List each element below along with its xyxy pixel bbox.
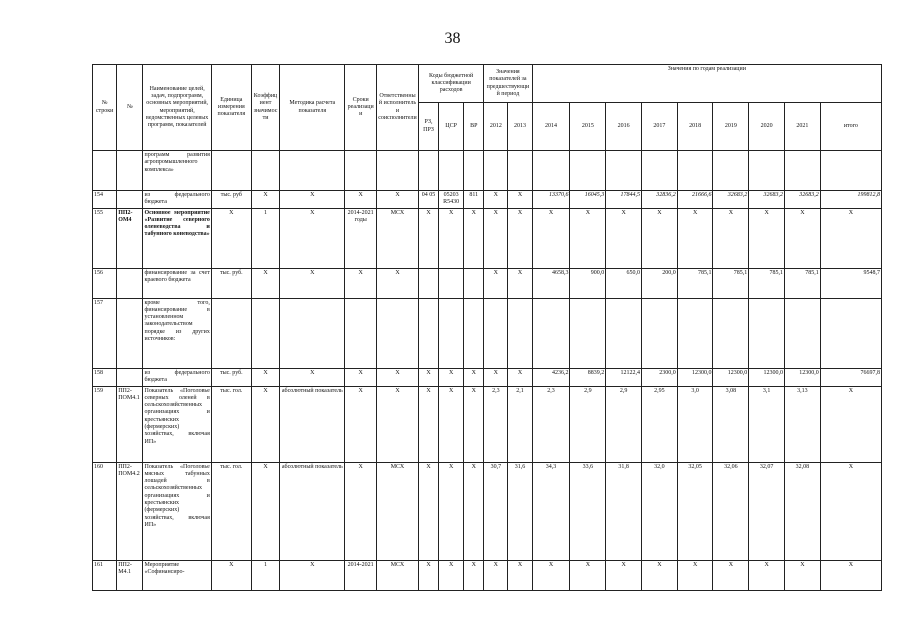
header-coefficient: Коэффициент значимости bbox=[251, 65, 279, 151]
header-2013: 2013 bbox=[508, 103, 532, 151]
row-vr: X bbox=[464, 368, 484, 386]
row-2013: X bbox=[508, 191, 532, 209]
header-2018: 2018 bbox=[677, 103, 713, 151]
row-unit: тыс. руб. bbox=[211, 268, 251, 298]
row-2015: 2,9 bbox=[570, 386, 606, 462]
table-row bbox=[93, 298, 882, 368]
row-code: ПП2-ПОМ4.1 bbox=[117, 386, 143, 462]
row-2019: 3,08 bbox=[713, 386, 749, 462]
row-2019: 12300,0 bbox=[713, 368, 749, 386]
row-rz bbox=[419, 268, 439, 298]
row-rz: X bbox=[419, 208, 439, 268]
row-coef: X bbox=[251, 462, 279, 560]
row-rz: X bbox=[419, 386, 439, 462]
header-method: Методика расчета показателя bbox=[280, 65, 345, 151]
row-2018: X bbox=[677, 208, 713, 268]
table-row bbox=[93, 191, 882, 209]
row-csr bbox=[439, 268, 464, 298]
row-2018: 12300,0 bbox=[677, 368, 713, 386]
row-2018: 21666,6 bbox=[677, 191, 713, 209]
header-term: Сроки реализации bbox=[345, 65, 377, 151]
row-2020: 32,07 bbox=[749, 462, 785, 560]
row-name: финансирование за счет краевого бюджета bbox=[143, 268, 211, 298]
row-term: 2014-2021 bbox=[345, 560, 377, 590]
header-csr: ЦСР bbox=[439, 103, 464, 151]
row-2014: 13370,6 bbox=[532, 191, 570, 209]
row-method: X bbox=[280, 560, 345, 590]
row-2020: X bbox=[749, 208, 785, 268]
row-unit: тыс. руб. bbox=[211, 368, 251, 386]
row-2012: 2,3 bbox=[484, 386, 508, 462]
row-total: 9548,7 bbox=[820, 268, 881, 298]
row-term: 2014-2021 годы bbox=[345, 208, 377, 268]
row-2021: X bbox=[784, 208, 820, 268]
row-2013: 31,6 bbox=[508, 462, 532, 560]
row-2017: 2,95 bbox=[641, 386, 677, 462]
row-2016: 2,9 bbox=[606, 386, 642, 462]
row-term: X bbox=[345, 386, 377, 462]
row-csr: X bbox=[439, 462, 464, 560]
page-number: 38 bbox=[444, 30, 461, 47]
row-2016: 17844,5 bbox=[606, 191, 642, 209]
row-unit: тыс. гол. bbox=[211, 386, 251, 462]
row-resp: X bbox=[376, 368, 418, 386]
table-row bbox=[93, 386, 882, 462]
table-row bbox=[93, 151, 882, 191]
row-name: Показатель «Поголовье мясных табунных лошадей в сельскохозяйственных организациях и крестьянских (фермерских) хозяйствах, включая ИП» bbox=[143, 462, 211, 560]
row-2012: X bbox=[484, 268, 508, 298]
header-row-no: № строки bbox=[93, 65, 117, 151]
row-2016: 650,0 bbox=[606, 268, 642, 298]
row-resp: МСХ bbox=[376, 462, 418, 560]
row-2012: X bbox=[484, 560, 508, 590]
row-2013: X bbox=[508, 208, 532, 268]
row-name: программ развития агропромышленного комплекса» bbox=[143, 151, 211, 191]
row-2013: X bbox=[508, 268, 532, 298]
row-name: кроме того, финансирование в установленном законодательством порядке из других источников: bbox=[143, 298, 211, 368]
row-2014: 34,3 bbox=[532, 462, 570, 560]
row-unit: тыс. гол. bbox=[211, 462, 251, 560]
row-2018: X bbox=[677, 560, 713, 590]
row-2017: 200,0 bbox=[641, 268, 677, 298]
row-vr: X bbox=[464, 386, 484, 462]
row-name: из федерального бюджета bbox=[143, 368, 211, 386]
row-2017: X bbox=[641, 560, 677, 590]
row-csr: X bbox=[439, 386, 464, 462]
row-method: абсолютный показатель bbox=[280, 462, 345, 560]
header-row-1 bbox=[93, 65, 882, 103]
row-2015: 900,0 bbox=[570, 268, 606, 298]
row-2015: X bbox=[570, 208, 606, 268]
header-budget-codes: Коды бюджетной классификации расходов bbox=[419, 65, 484, 103]
row-number: 160 bbox=[93, 462, 117, 560]
row-2015: 8839,2 bbox=[570, 368, 606, 386]
row-vr bbox=[464, 268, 484, 298]
header-2015: 2015 bbox=[570, 103, 606, 151]
row-2017: X bbox=[641, 208, 677, 268]
row-2013: X bbox=[508, 560, 532, 590]
row-2017: 32836,2 bbox=[641, 191, 677, 209]
row-unit: тыс. руб bbox=[211, 191, 251, 209]
row-code: ПП2-М4.1 bbox=[117, 560, 143, 590]
table-row bbox=[93, 560, 882, 590]
row-2021: 785,1 bbox=[784, 268, 820, 298]
row-2020: 785,1 bbox=[749, 268, 785, 298]
table-row bbox=[93, 368, 882, 386]
row-resp: X bbox=[376, 268, 418, 298]
row-2014: 2,3 bbox=[532, 386, 570, 462]
row-total: X bbox=[820, 208, 881, 268]
table-row bbox=[93, 268, 882, 298]
header-year-values: Значения по годам реализации bbox=[532, 65, 881, 103]
row-2021: 32683,2 bbox=[784, 191, 820, 209]
row-number: 156 bbox=[93, 268, 117, 298]
row-2016: 12122,4 bbox=[606, 368, 642, 386]
row-term: X bbox=[345, 368, 377, 386]
row-unit: X bbox=[211, 208, 251, 268]
row-code bbox=[117, 191, 143, 209]
row-method: абсолютный показатель bbox=[280, 386, 345, 462]
row-2015: 16045,3 bbox=[570, 191, 606, 209]
header-responsible: Ответственный исполнитель и соисполнители bbox=[376, 65, 418, 151]
row-2019: 32,06 bbox=[713, 462, 749, 560]
row-2013: X bbox=[508, 368, 532, 386]
row-2016: X bbox=[606, 560, 642, 590]
row-coef: X bbox=[251, 386, 279, 462]
row-method: X bbox=[280, 268, 345, 298]
row-coef: 1 bbox=[251, 560, 279, 590]
header-unit: Единица измерения показателя bbox=[211, 65, 251, 151]
row-total: 76697,8 bbox=[820, 368, 881, 386]
row-total: X bbox=[820, 462, 881, 560]
row-csr: X bbox=[439, 560, 464, 590]
row-method: X bbox=[280, 208, 345, 268]
row-2012: X bbox=[484, 191, 508, 209]
row-name: Мероприятие «Софинансиро- bbox=[143, 560, 211, 590]
row-2020: 3,1 bbox=[749, 386, 785, 462]
header-prev-values: Значения показателей за предшествующий период bbox=[484, 65, 532, 103]
header-2017: 2017 bbox=[641, 103, 677, 151]
row-2013: 2,1 bbox=[508, 386, 532, 462]
row-rz: X bbox=[419, 560, 439, 590]
row-coef: 1 bbox=[251, 208, 279, 268]
header-2019: 2019 bbox=[713, 103, 749, 151]
row-term: X bbox=[345, 268, 377, 298]
row-total: 199812,8 bbox=[820, 191, 881, 209]
row-2014: 4658,3 bbox=[532, 268, 570, 298]
row-total: X bbox=[820, 560, 881, 590]
table-row bbox=[93, 208, 882, 268]
row-coef: X bbox=[251, 268, 279, 298]
row-resp: МСХ bbox=[376, 560, 418, 590]
table-row bbox=[93, 462, 882, 560]
row-2019: X bbox=[713, 560, 749, 590]
row-2012: X bbox=[484, 368, 508, 386]
row-number: 155 bbox=[93, 208, 117, 268]
row-2014: X bbox=[532, 208, 570, 268]
row-2014: 4236,2 bbox=[532, 368, 570, 386]
row-number: 154 bbox=[93, 191, 117, 209]
row-coef: X bbox=[251, 368, 279, 386]
row-2014: X bbox=[532, 560, 570, 590]
header-2014: 2014 bbox=[532, 103, 570, 151]
header-total: итого bbox=[820, 103, 881, 151]
row-rz: 04 05 bbox=[419, 191, 439, 209]
row-coef: X bbox=[251, 191, 279, 209]
row-unit: X bbox=[211, 560, 251, 590]
row-2017: 32,0 bbox=[641, 462, 677, 560]
row-2020: 32683,2 bbox=[749, 191, 785, 209]
row-2016: X bbox=[606, 208, 642, 268]
row-number: 158 bbox=[93, 368, 117, 386]
header-name: Наименование целей, задач, подпрограмм, основных мероприятий, мероприятий, ведомственных целевых программ, показателей bbox=[143, 65, 211, 151]
header-2021: 2021 bbox=[784, 103, 820, 151]
row-2018: 32,05 bbox=[677, 462, 713, 560]
header-2020: 2020 bbox=[749, 103, 785, 151]
program-indicators-table bbox=[92, 64, 882, 591]
row-2017: 2300,0 bbox=[641, 368, 677, 386]
row-2020: 12300,0 bbox=[749, 368, 785, 386]
header-rz: РЗ, ПРЗ bbox=[419, 103, 439, 151]
row-2012: X bbox=[484, 208, 508, 268]
row-2018: 785,1 bbox=[677, 268, 713, 298]
row-2019: 785,1 bbox=[713, 268, 749, 298]
row-total: X bbox=[820, 386, 881, 462]
row-code: ПП2-ОМ4 bbox=[117, 208, 143, 268]
row-csr: X bbox=[439, 368, 464, 386]
header-vr: ВР bbox=[464, 103, 484, 151]
row-csr: X bbox=[439, 208, 464, 268]
row-rz: X bbox=[419, 462, 439, 560]
row-number: 157 bbox=[93, 298, 117, 368]
header-2012: 2012 bbox=[484, 103, 508, 151]
row-2021: 3,13 bbox=[784, 386, 820, 462]
row-csr: 05203 R5430 bbox=[439, 191, 464, 209]
header-code: № bbox=[117, 65, 143, 151]
row-resp: X bbox=[376, 191, 418, 209]
row-code: ПП2-ПОМ4.2 bbox=[117, 462, 143, 560]
row-name: Основное мероприятие «Развитие северного оленеводства и табунного коневодства» bbox=[143, 208, 211, 268]
row-2019: 32683,2 bbox=[713, 191, 749, 209]
header-2016: 2016 bbox=[606, 103, 642, 151]
row-number: 161 bbox=[93, 560, 117, 590]
row-method: X bbox=[280, 368, 345, 386]
row-vr: 811 bbox=[464, 191, 484, 209]
row-2016: 31,8 bbox=[606, 462, 642, 560]
row-2020: X bbox=[749, 560, 785, 590]
row-2019: X bbox=[713, 208, 749, 268]
row-code bbox=[117, 368, 143, 386]
row-method: X bbox=[280, 191, 345, 209]
row-2021: 12300,0 bbox=[784, 368, 820, 386]
row-code bbox=[117, 268, 143, 298]
row-term: X bbox=[345, 191, 377, 209]
row-vr: X bbox=[464, 208, 484, 268]
row-resp: X bbox=[376, 386, 418, 462]
row-name: из федерального бюджета bbox=[143, 191, 211, 209]
row-vr: X bbox=[464, 560, 484, 590]
row-2021: X bbox=[784, 560, 820, 590]
row-2012: 30,7 bbox=[484, 462, 508, 560]
row-2018: 3,0 bbox=[677, 386, 713, 462]
row-2015: 33,6 bbox=[570, 462, 606, 560]
row-2015: X bbox=[570, 560, 606, 590]
row-number: 159 bbox=[93, 386, 117, 462]
row-name: Показатель «Поголовье северных оленей в сельскохозяйственных организациях и крестьянских (фермерских) хозяйствах, включая ИП» bbox=[143, 386, 211, 462]
row-vr: X bbox=[464, 462, 484, 560]
row-rz: X bbox=[419, 368, 439, 386]
row-resp: МСХ bbox=[376, 208, 418, 268]
row-2021: 32,08 bbox=[784, 462, 820, 560]
row-term: X bbox=[345, 462, 377, 560]
